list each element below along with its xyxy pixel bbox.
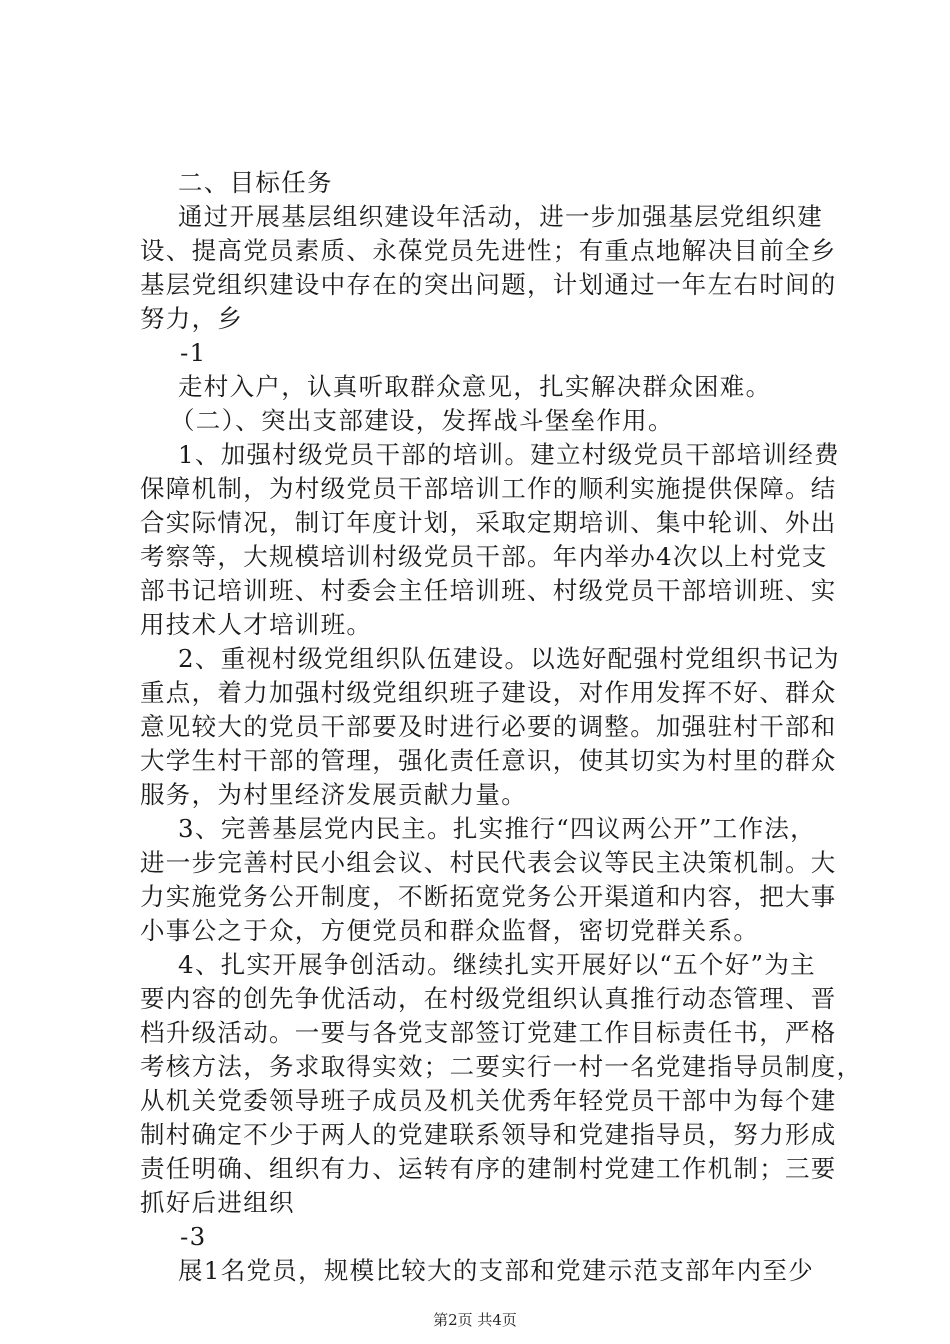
section-heading: 二、目标任务 (178, 168, 333, 197)
page-marker: -1 (180, 338, 207, 367)
page-footer: 第2页 共4页 (433, 1311, 517, 1329)
paragraph-line: 展1名党员，规模比较大的支部和党建示范支部年内至少 (178, 1256, 815, 1285)
paragraph-line: 4、扎实开展争创活动。继续扎实开展好以“五个好”为主 (178, 950, 816, 979)
paragraph-line: 从机关党委领导班子成员及机关优秀年轻党员干部中为每个建 (140, 1086, 837, 1115)
paragraph-line: 走村入户，认真听取群众意见，扎实解决群众困难。 (178, 372, 772, 401)
paragraph-line: 2、重视村级党组织队伍建设。以选好配强村党组织书记为 (178, 644, 840, 673)
paragraph-line: 重点，着力加强村级党组织班子建设，对作用发挥不好、群众 (140, 678, 837, 707)
paragraph-line: 考核方法，务求取得实效；二要实行一村一名党建指导员制度， (140, 1052, 863, 1081)
page-marker: -3 (180, 1222, 207, 1251)
paragraph-line: 力实施党务公开制度，不断拓宽党务公开渠道和内容，把大事 (140, 882, 837, 911)
paragraph-line: 意见较大的党员干部要及时进行必要的调整。加强驻村干部和 (140, 712, 837, 741)
paragraph-line: 进一步完善村民小组会议、村民代表会议等民主决策机制。大 (140, 848, 837, 877)
paragraph-line: 要内容的创先争优活动，在村级党组织认真推行动态管理、晋 (140, 984, 837, 1013)
paragraph-line: 考察等，大规模培训村级党员干部。年内举办4次以上村党支 (140, 542, 828, 571)
paragraph-line: 通过开展基层组织建设年活动，进一步加强基层党组织建 (178, 202, 823, 231)
paragraph-line: 服务，为村里经济发展贡献力量。 (140, 780, 527, 809)
paragraph-line: 部书记培训班、村委会主任培训班、村级党员干部培训班、实 (140, 576, 837, 605)
subsection-heading: （二）、突出支部建设，发挥战斗堡垒作用。 (170, 406, 674, 435)
paragraph-line: 用技术人才培训班。 (140, 610, 373, 639)
paragraph-line: 合实际情况，制订年度计划，采取定期培训、集中轮训、外出 (140, 508, 837, 537)
paragraph-line: 基层党组织建设中存在的突出问题，计划通过一年左右时间的 (140, 270, 837, 299)
paragraph-line: 制村确定不少于两人的党建联系领导和党建指导员，努力形成 (140, 1120, 837, 1149)
paragraph-line: 责任明确、组织有力、运转有序的建制村党建工作机制；三要 (140, 1154, 837, 1183)
paragraph-line: 小事公之于众，方便党员和群众监督，密切党群关系。 (140, 916, 760, 945)
paragraph-line: 设、提高党员素质、永葆党员先进性；有重点地解决目前全乡 (140, 236, 837, 265)
paragraph-line: 保障机制，为村级党员干部培训工作的顺利实施提供保障。结 (140, 474, 837, 503)
paragraph-line: 大学生村干部的管理，强化责任意识，使其切实为村里的群众 (140, 746, 837, 775)
paragraph-line: 努力，乡 (140, 304, 244, 333)
paragraph-line: 档升级活动。一要与各党支部签订党建工作目标责任书，严格 (140, 1018, 837, 1047)
paragraph-line: 抓好后进组织 (140, 1188, 295, 1217)
paragraph-line: 1、加强村级党员干部的培训。建立村级党员干部培训经费 (178, 440, 840, 469)
paragraph-line: 3、完善基层党内民主。扎实推行“四议两公开”工作法， (178, 814, 816, 843)
